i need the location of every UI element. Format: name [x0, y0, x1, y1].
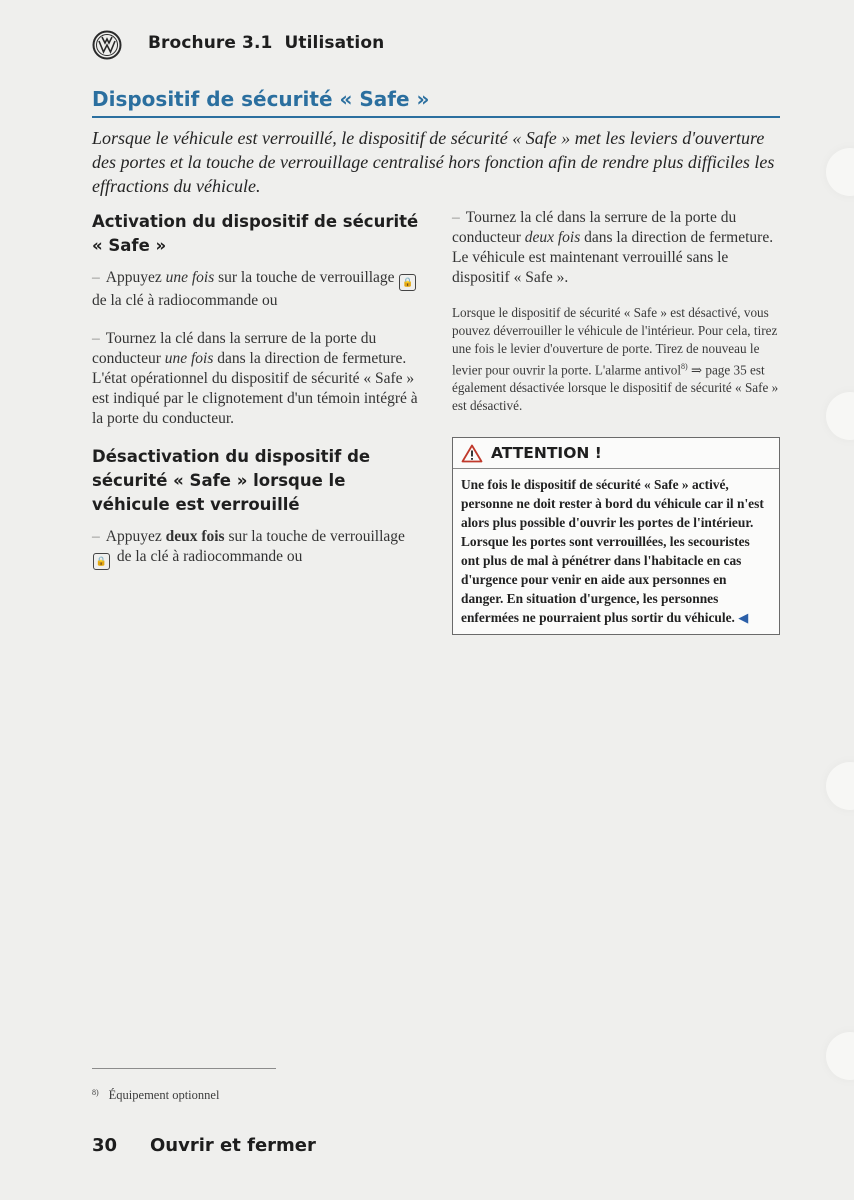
running-header [148, 33, 384, 53]
header-section: Utilisation [284, 33, 385, 53]
activation-step-2: – Tournez la clé dans la serrure de la porte du conducteur une fois dans la direction de fermeture. L'état opérationnel du dispositif de sécurité « Safe » est indiqué par le clignotement d'un témoin intégré à la porte du conducteur. [92, 330, 418, 427]
warning-title: ATTENTION ! [491, 444, 602, 463]
deactivation-heading: Désactivation du dispositif de sécurité « Safe » lorsque le véhicule est verrouillé [92, 447, 371, 514]
page-edge-tab [826, 762, 854, 810]
warning-header [453, 438, 779, 469]
page-edge-tab [826, 148, 854, 196]
warning-box [452, 437, 780, 635]
page-edge-tab [826, 1032, 854, 1080]
activation-heading: Activation du dispositif de sécurité « Safe » [92, 212, 419, 255]
lock-key-icon: 🔒 [93, 553, 110, 570]
lock-key-icon: 🔒 [399, 274, 416, 291]
warning-text: Une fois le dispositif de sécurité « Safe » activé, personne ne doit rester à bord du véhicule car il n'est alors plus possible d'ouvrir les portes de l'intérieur. Lorsque les portes sont verrouillées, les secouristes ont plus de mal à pénétrer dans l'habitacle en cas d'urgence pour venir en aide aux personnes en danger. En situation d'urgence, les personnes enfermées ne pourraient plus sortir du véhicule. ◀ [461, 477, 764, 626]
intro-paragraph: Lorsque le véhicule est verrouillé, le dispositif de sécurité « Safe » met les leviers d'ouverture des portes et la touche de verrouillage centralisé hors fonction afin de rendre plus difficiles les effractions du véhicule. [92, 128, 775, 196]
deactivation-step-2: – Tournez la clé dans la serrure de la porte du conducteur deux fois dans la direction de fermeture. Le véhicule est maintenant verrouillé sans le dispositif « Safe ». [452, 209, 774, 286]
footer-section: Ouvrir et fermer [150, 1135, 316, 1156]
page-title: Dispositif de sécurité « Safe » [92, 87, 430, 111]
header-chapter: Brochure 3.1 [148, 33, 273, 53]
warning-triangle-icon [461, 444, 483, 463]
footnote: $^{8)}$ Équipement optionnel [92, 1088, 220, 1102]
end-marker-icon: ◀ [738, 610, 749, 626]
left-column [92, 210, 422, 570]
vw-logo-icon [92, 30, 122, 60]
page-number: 30 [92, 1135, 118, 1156]
title-rule [92, 116, 780, 118]
activation-step-1: – Appuyez une fois sur la touche de verrouillage 🔒 de la clé à radiocommande ou [92, 268, 422, 311]
page-reference-link[interactable]: ⇒ page 35 [691, 362, 747, 378]
note-paragraph: Lorsque le dispositif de sécurité « Safe » est désactivé, vous pouvez déverrouiller le véhicule de l'intérieur. Pour cela, tirez une fois le levier d'ouverture de porte. Tirez de nouveau le levier pour ouvrir la porte. L'alarme antivol$^{8)}$ ⇒ page 35 est également désactivée lorsque le dispositif de sécurité « Safe » est désactivé. [452, 305, 779, 414]
deactivation-step-1: – Appuyez deux fois sur la touche de verrouillage 🔒 de la clé à radiocommande ou [92, 527, 422, 570]
footnote-rule [92, 1068, 276, 1069]
page-edge-tab [826, 392, 854, 440]
right-column [452, 210, 782, 635]
